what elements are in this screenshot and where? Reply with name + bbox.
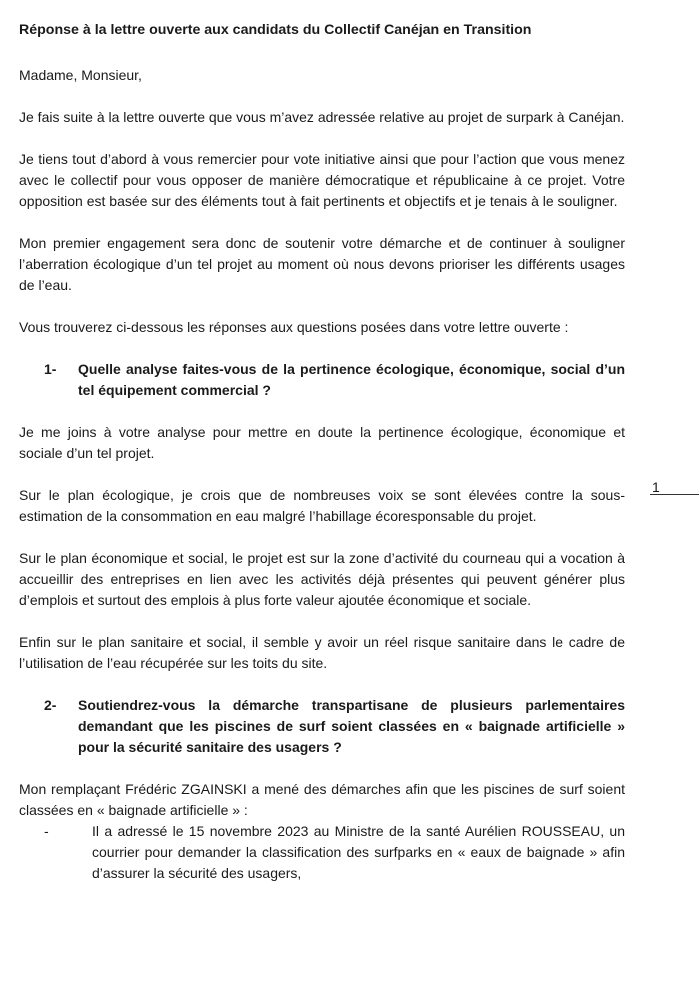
answer-1-paragraph-2: Sur le plan écologique, je crois que de nombreuses voix se sont élevées contre la sous-estimation de la consommation en eau malgré l’habillage écoresponsable du projet. xyxy=(19,487,625,524)
paragraph-thanks: Je tiens tout d’abord à vous remercier pour vote initiative ainsi que pour l’action que vous menez avec le collectif pour vous opposer de manière démocratique et républicaine à ce projet. Votre opposition est basée sur des éléments tout à fait pertinents et objectifs et je tenais à le souligner. xyxy=(19,151,625,209)
answer-1-paragraph-3: Sur le plan économique et social, le projet est sur la zone d’activité du courneau qui a vocation à accueillir des entreprises en lien avec les activités déjà présentes qui peuvent générer plus d’emplois et surtout des emplois à plus forte valeur ajoutée économique et sociale. xyxy=(19,550,625,608)
paragraph-engagement: Mon premier engagement sera donc de soutenir votre démarche et de continuer à souligner l’aberration écologique d’un tel projet au moment où nous devons prioriser les différents usages de l’eau. xyxy=(19,235,625,293)
answer-2-paragraph-1: Mon remplaçant Frédéric ZGAINSKI a mené des démarches afin que les piscines de surf soient classées en « baignade artificielle » : xyxy=(19,781,625,818)
document-body xyxy=(19,20,625,884)
document-title: Réponse à la lettre ouverte aux candidats du Collectif Canéjan en Transition xyxy=(19,22,532,38)
question-2 xyxy=(19,695,625,758)
paragraph-answers-intro: Vous trouverez ci-dessous les réponses aux questions posées dans votre lettre ouverte : xyxy=(19,319,569,335)
question-1-number: 1- xyxy=(44,361,57,377)
question-2-text: Soutiendrez-vous la démarche transpartisane de plusieurs parlementaires demandant que les piscines de surf soient classées en « baignade artificielle » pour la sécurité sanitaire des usagers ? xyxy=(78,697,625,755)
question-1 xyxy=(19,359,625,401)
salutation: Madame, Monsieur, xyxy=(19,67,142,83)
bullet-text: Il a adressé le 15 novembre 2023 au Ministre de la santé Aurélien ROUSSEAU, un courrier pour demander la classification des surfparks en « eaux de baignade » afin d’assurer la sécurité des usagers, xyxy=(92,823,625,881)
page-number: 1 xyxy=(652,479,660,495)
answer-1-paragraph-4: Enfin sur le plan sanitaire et social, il semble y avoir un réel risque sanitaire dans le cadre de l’utilisation de l’eau récupérée sur les toits du site. xyxy=(19,634,625,671)
bullet-dash: - xyxy=(44,823,49,839)
answer-1-paragraph-1: Je me joins à votre analyse pour mettre en doute la pertinence écologique, économique et sociale d’un tel projet. xyxy=(19,424,625,461)
page-number-rule xyxy=(650,494,699,495)
question-2-number: 2- xyxy=(44,697,57,713)
list-item xyxy=(19,821,625,884)
paragraph-intro: Je fais suite à la lettre ouverte que vous m’avez adressée relative au projet de surpark à Canéjan. xyxy=(19,109,625,125)
question-1-text: Quelle analyse faites-vous de la pertinence écologique, économique, social d’un tel équipement commercial ? xyxy=(78,361,625,398)
